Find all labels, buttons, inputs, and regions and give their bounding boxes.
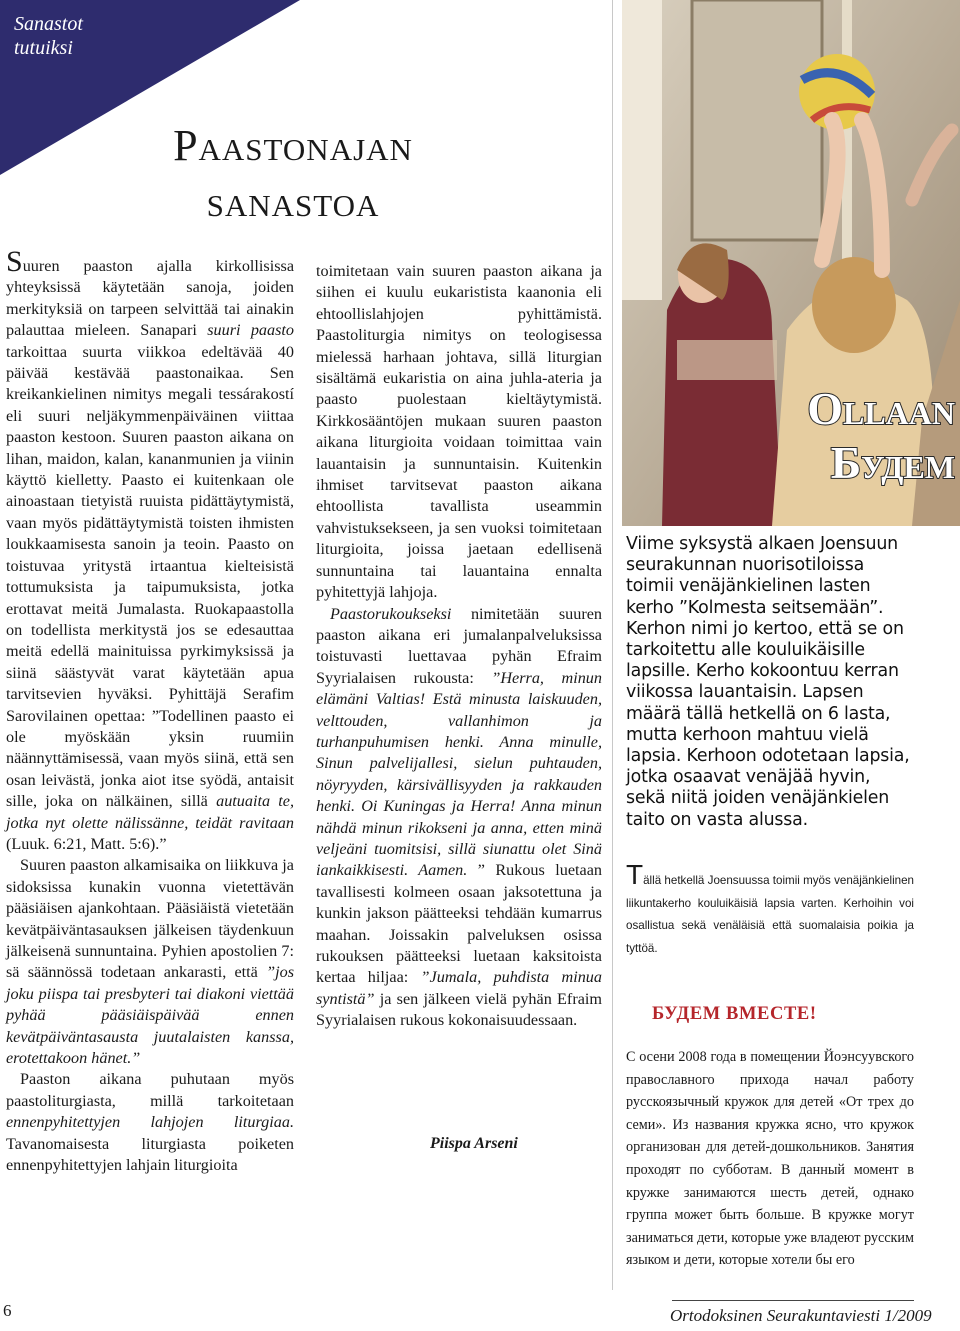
footer-rule [672,1300,914,1301]
intro-paragraph: Viime syksystä alkaen Joensuun seurakunnan nuorisotiloissa toimii venäjänkielinen lasten kerho ”Kolmesta seitsemään”. Kerhon nimi jo kertoo, että se on tarkoitettu alle kouluikäisille lapsille. Kerho kokoontuu kerran viikossa lauantaisin. Lapsen määrä tällä hetkellä on 6 lasta, mutta kerhoon mahtuu vielä lapsia. Kerhoon odotetaan lapsia, jotka osaavat venäjää hyvin, sekä niitä joiden venäjänkielen taito on vasta alussa. [626,534,910,830]
paragraph-4: toimitetaan vain suuren paaston aikana ja siihen ei kuulu eukaristista kaanonia eli ehtoollislahjojen pyhittämistä. Paastoliturgia nimitys on teologisessa mielessä harhaan johtava, sillä liturgian sisältämä eukaristia on aina juhla-ateria ja paasto puolestaan kieltäytymistä. Kirkkosääntöjen mukaan suuren paaston aikana liturgioita voidaan toimittaa vain lauantaisin ja sunnuntaisin. Kuitenkin ihmiset tarvitsevat paaston aikana ehtoollista tavallista useammin vahvistuksekseen, ja sen vuoksi toimitetaan liturgioita, joissa jaetaan edellisenä sunnuntaina tai lauantaina ennalta pyhitettyjä lahjoja. [316,262,602,602]
photo-title [725,382,955,490]
drop-cap: S [6,245,23,278]
signature: Piispa Arseni [430,1135,518,1152]
paragraph-5: Paastorukoukseksi nimitetään suuren paaston aikana eri jumalanpalveluksissa toistuvasti luettavaa pyhän Efraim Syyrialaisen rukousta: ”Herra, minun elämäni Valtias! Estä minusta laiskuuden, velttouden, vallanhimon ja turhanpuhumisen henki. Anna minulle, Sinun palvelijallesi, sielun puhtauden, nöyryyden, kärsivällisyyden ja rakkauden henki. Oi Kuningas ja Herra! Anna minun nähdä minun rikokseni ja anna, etten minä veljeäni tuomitsisi, sillä siunattu olet Sinä iankaikkisesti. Aamen. ” Rukous luetaan tavallisesti kolmeen osaan jaksotettuna ja kunkin jakson päätteeksi tehdään kumarrus maahan. Joissakin palveluksen osissa rukouksen päätteeksi luetaan kaksitoista kertaa hiljaa: ”Jumala, puhdista minua syntistä” ja sen jälkeen vielä pyhän Efraim Syyrialaisen rukous kokonaisuudessaan. [316,604,602,1030]
page-number: 6 [3,1301,12,1320]
publication-name: Ortodoksinen Seurakuntaviesti 1/2009 [670,1306,932,1325]
section-label-line2: tutuiksi [14,37,73,59]
photo-title-line1: Ollaan [807,383,955,434]
article-column-1 [6,245,294,1176]
paragraph-1: Suuren paaston ajalla kirkollisissa yhteyksissä käytetään sanoja, joiden merkityksiä on tarpeen selvittää tai ainakin palauttaa mieleen. Sanapari suuri paasto tarkoittaa suurta viikkoa edeltävää 40 päivää kestävää paastonaikaa. Sen kreikankielinen nimitys megali tessárakostí eli suuri neljäkymmenpäiväinen viittaa paaston kestoon. Suuren paaston aikana on lihan, maidon, kalan, kananmunien ja viinin käyttö kielletty. Paasto ei kuitenkaan ole ainoastaan tietyistä ruuista pidättäytymistä, vaan myös pidättäytymistä toisten ihmisten loukkaamisesta sanoin ja teoin. Paasto on toistuvaa yritystä irtaantua kielteisistä tottumuksista ja taipumuksista, jotka erottavat meitä Jumalasta. Ruokapaastolla on todellista merkitystä jos se edesauttaa meitä edellä mainituissa pyrkimyksissä ja siinä säästyvät varat käytetään apua tarvitsevien hyväksi. Pyhittäjä Serafim Sarovilainen opettaa: ”Todellinen paasto ei ole myöskään yksin ruumiin näännyttämisessä, vaan myös siinä, että sen osan leivästä, jonka aiot itse syödä, antaisit sille, joka on nälkäinen, sillä autuaita te, jotka nyt olette nälissänne, teidät ravitaan (Luuk. 6:21, Matt. 5:6).” [6,245,294,853]
column-divider [612,0,613,1290]
section-label [14,12,83,60]
article-column-2 [316,261,602,1032]
russian-heading: БУДЕМ ВМЕСТЕ! [652,1004,817,1024]
russian-paragraph: С осени 2008 года в помещении Йоэнсуувского православного прихода начал работу русскоязычный кружок для детей «От трех до семи». Из названия кружка ясно, что кружок организован для детей-дошкольников. Занятия проходят по субботам. В данный момент в кружке занимаются шесть детей, однако группа может быть больше. В кружке могут заниматься дети, которые уже владеют русским языком и дети, которые хотели бы его [626,1049,914,1269]
photo-title-line2: Будем [830,437,955,488]
paragraph-2: Suuren paaston alkamisaika on liikkuva ja sidoksissa kunakin vuonna vietettävän pääsiäisen ajankohtaan. Pääsiäistä vietetään kevätpäiväntasauksen jälkeisen täydenkuun jälkeisenä sunnuntaina. Pyhien apostolien 7: sä säännössä todetaan ankarasti, että ”jos joku piispa tai presbyteri tai diakoni viettää pyhää pääsiäispäivää ennen kevätpäiväntasausta juutalaisten kanssa, erotettakoon hänet.” [6,856,294,1068]
article-title [143,118,443,230]
article-title-line1: Paastonajan [173,121,413,170]
drop-cap-t: T [626,859,644,890]
paragraph-3: Paaston aikana puhutaan myös paastoliturgiasta, millä tarkoitetaan ennenpyhitettyjen lahjojen liturgiaa. Tavanomaisesta liturgiasta poiketen ennenpyhitettyjen lahjain liturgioita [6,1070,294,1175]
article-title-line2: sanastoa [206,177,380,226]
finnish-note: Tällä hetkellä Joensuussa toimii myös venäjänkielinen liikuntakerho kouluikäisiä lapsia varten. Kerhoihin voi osallistua sekä venäläisiä että suomalaisia poikia ja tyttöä. [626,859,914,955]
section-label-line1: Sanastot [14,13,83,35]
